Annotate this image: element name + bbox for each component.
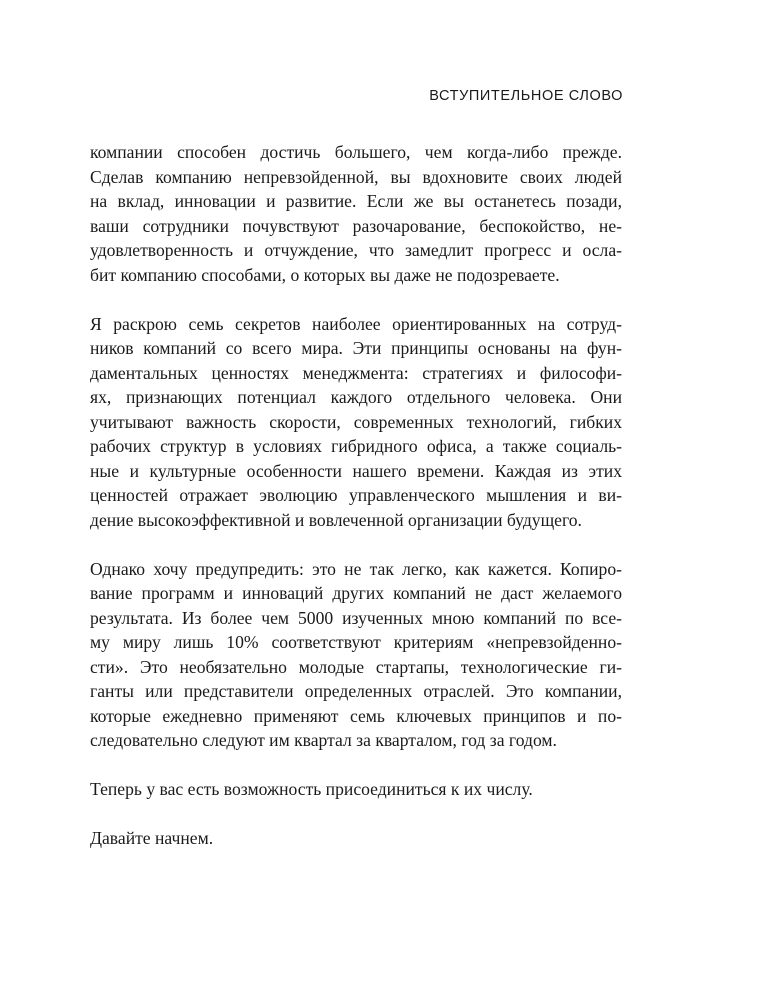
text-line: на вклад, инновации и развитие. Если же вы останетесь позади,: [90, 191, 622, 211]
text-line: Я раскрою семь секретов наиболее ориентированных на сотруд-: [90, 313, 622, 334]
paragraph-1: [90, 140, 622, 287]
running-header: ВСТУПИТЕЛЬНОЕ СЛОВО: [429, 88, 623, 104]
body-text: [90, 140, 622, 875]
text-line: ях, признающих потенциал каждого отдельного человека. Они: [90, 387, 622, 407]
text-line: Теперь у вас есть возможность присоединиться к их числу.: [90, 779, 533, 799]
text-line: ников компаний со всего мира. Эти принципы основаны на фун-: [90, 338, 622, 358]
text-line: бит компанию способами, о которых вы даже не подозреваете.: [90, 264, 560, 285]
paragraph-5: [90, 826, 622, 851]
text-line: ные и культурные особенности нашего времени. Каждая из этих: [90, 460, 622, 481]
text-line: Однако хочу предупредить: это не так легко, как кажется. Копиро-: [90, 558, 622, 579]
text-line: Давайте начнем.: [90, 828, 214, 848]
text-line: результата. Из более чем 5000 изученных мною компаний по все-: [90, 607, 622, 628]
text-line: следовательно следуют им квартал за кварталом, год за годом.: [90, 730, 557, 750]
text-line: компании способен достичь большего, чем когда-либо прежде.: [90, 142, 622, 162]
text-line: ваши сотрудники почувствуют разочарование, беспокойство, не-: [90, 215, 622, 236]
text-line: учитывают важность скорости, современных технологий, гибких: [90, 411, 622, 432]
text-line: удовлетворенность и отчуждение, что замедлит прогресс и осла-: [90, 240, 622, 260]
text-line: ганты или представители определенных отраслей. Это компании,: [90, 681, 622, 701]
paragraph-2: [90, 312, 622, 533]
text-line: му миру лишь 10% соответствуют критериям «непревзойденно-: [90, 632, 622, 652]
text-line: дение высокоэффективной и вовлеченной организации будущего.: [90, 509, 582, 530]
text-line: сти». Это необязательно молодые стартапы, технологические ги-: [90, 656, 622, 677]
paragraph-4: [90, 777, 622, 802]
text-line: вание программ и инноваций других компаний не даст желаемого: [90, 583, 622, 603]
text-line: ценностей отражает эволюцию управленческого мышления и ви-: [90, 485, 622, 505]
text-line: которые ежедневно применяют семь ключевых принципов и по-: [90, 705, 622, 726]
text-line: Сделав компанию непревзойденной, вы вдохновите своих людей: [90, 166, 622, 187]
text-line: даментальных ценностях менеджмента: стратегиях и философи-: [90, 362, 622, 383]
text-line: рабочих структур в условиях гибридного офиса, а также социаль-: [90, 436, 622, 456]
paragraph-3: [90, 557, 622, 753]
